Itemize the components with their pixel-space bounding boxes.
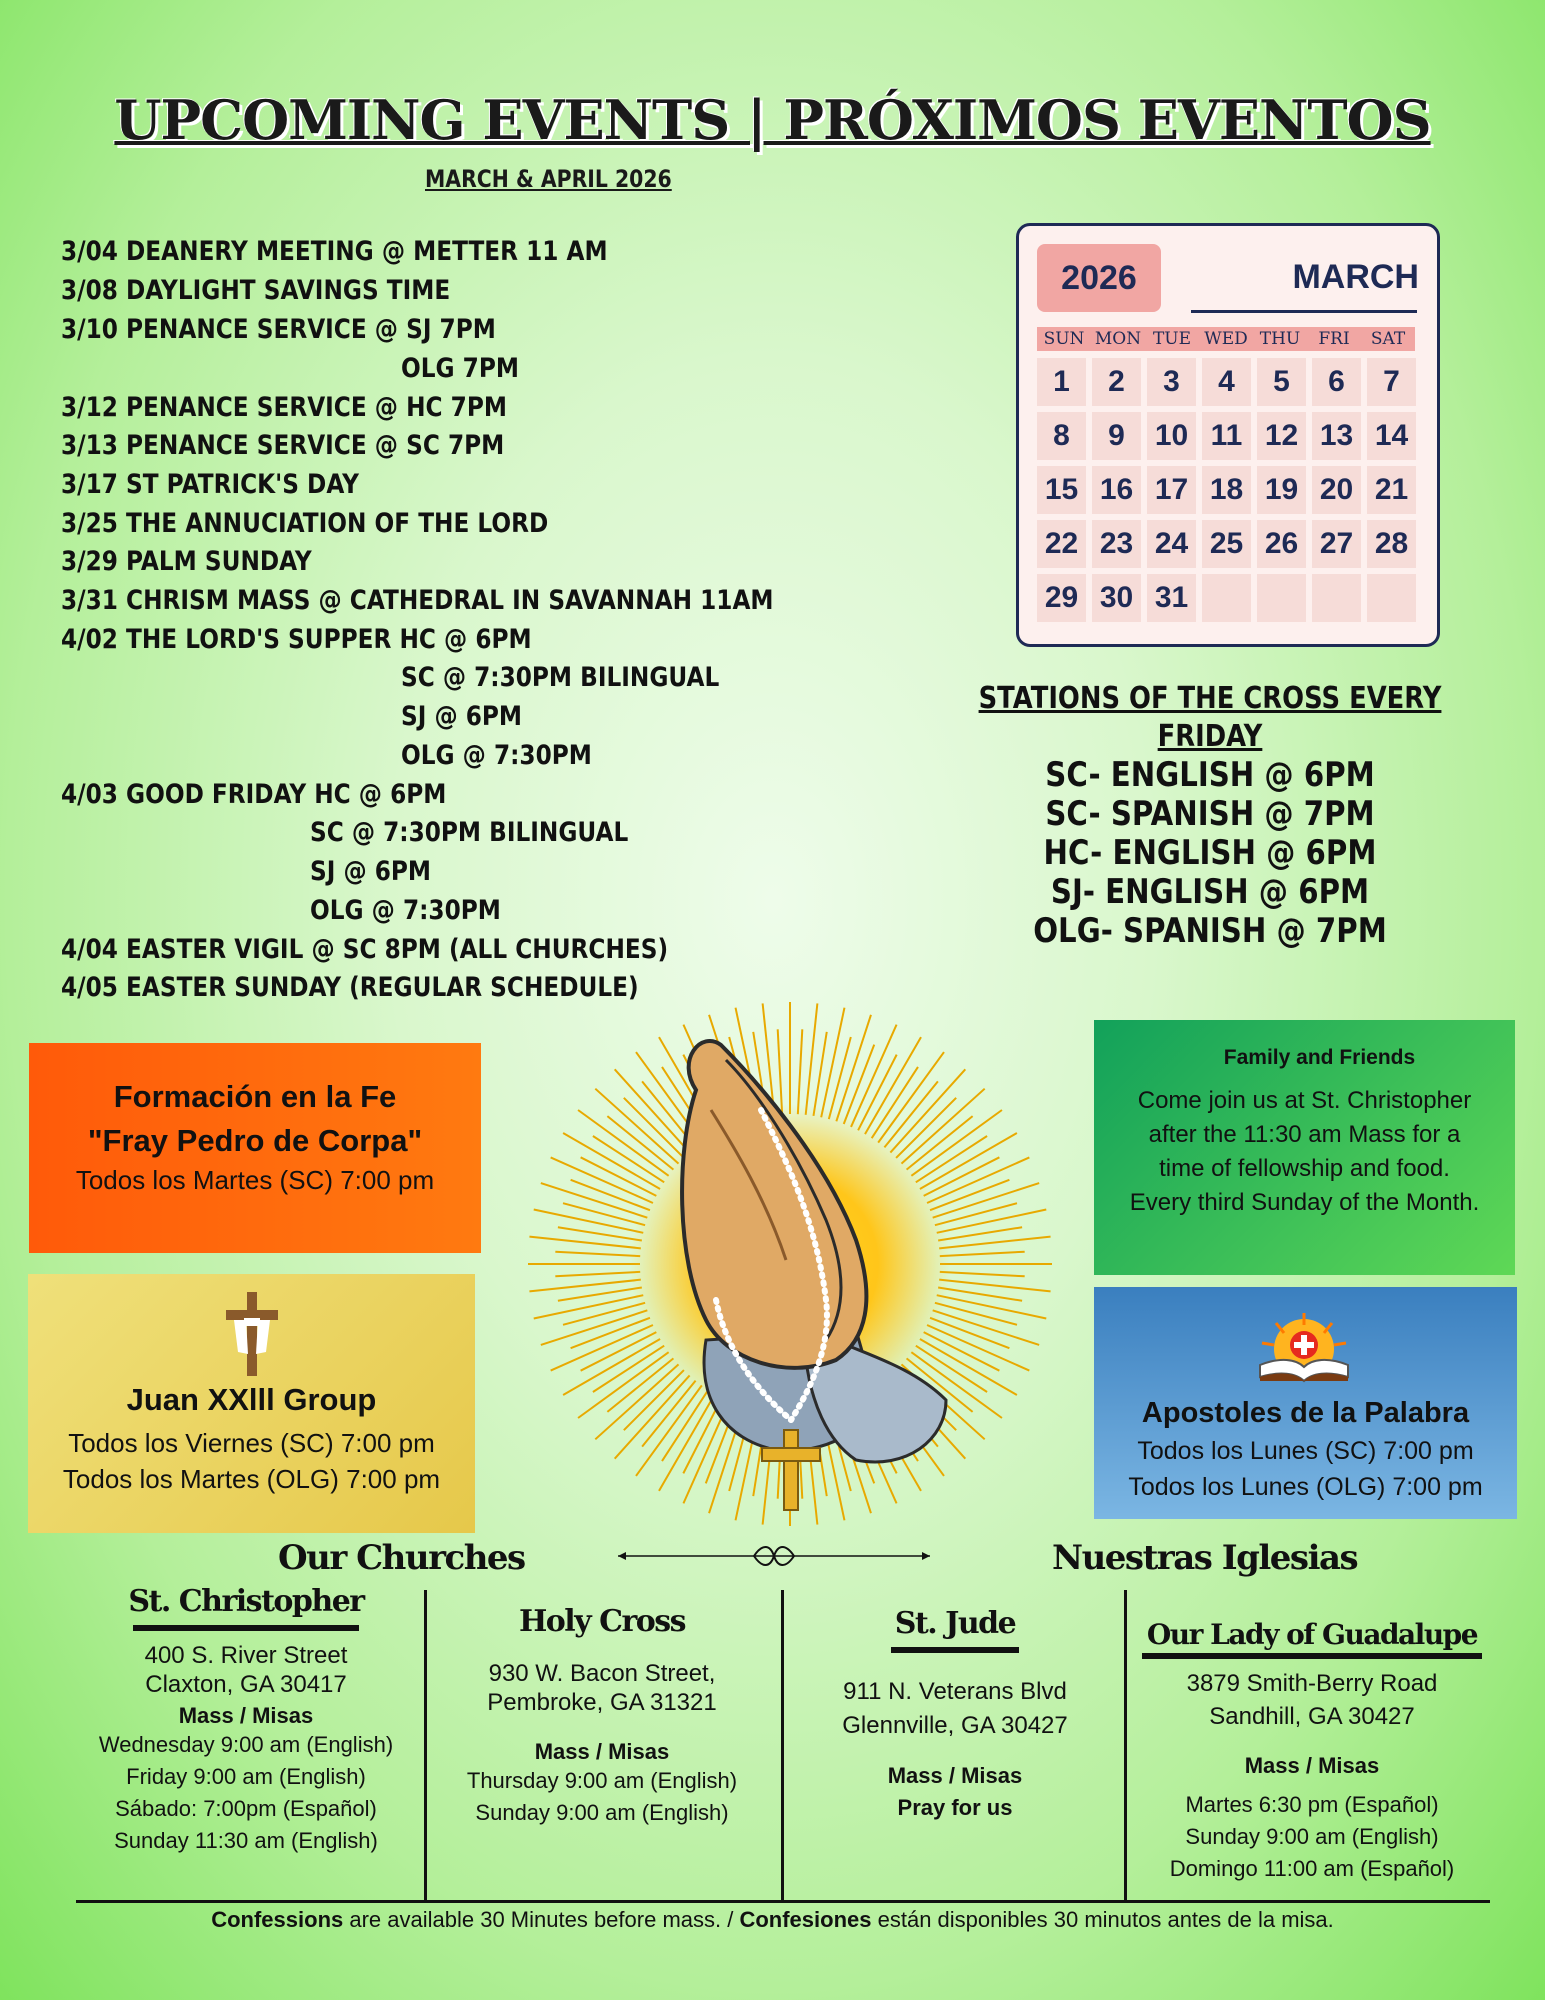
church-st-christopher [76,1584,416,1857]
calendar-day: 27 [1312,520,1361,568]
sun-ray [662,1390,708,1461]
calendar-divider [1191,310,1417,313]
family-title: Family and Friends [1223,1046,1416,1069]
nuestras-iglesias-heading: Nuestras Iglesias [1052,1538,1358,1578]
ornament-divider-icon [614,1544,934,1568]
church-name: Holy Cross [518,1604,686,1639]
sun-ray [555,1252,640,1256]
calendar-empty-day [1367,574,1416,622]
family-line: Every third Sunday of the Month. [1129,1189,1480,1216]
mass-time: Wednesday 9:00 am (English) [98,1732,394,1757]
mass-time: Friday 9:00 am (English) [126,1764,366,1789]
calendar-day: 29 [1037,574,1086,622]
calendar-day: 26 [1257,520,1306,568]
page-title: UPCOMING EVENTS | PRÓXIMOS EVENTOS [114,88,1431,152]
calendar-day: 17 [1147,466,1196,514]
event-item: 3/17 ST PATRICK'S DAY [61,469,359,500]
confesiones-text: están disponibles 30 minutos antes de la misa. [871,1907,1334,1932]
calendar-day: 14 [1367,412,1416,460]
event-item: SC @ 7:30PM BILINGUAL [310,817,629,848]
calendar-empty-day [1202,574,1251,622]
calendar-day: 21 [1367,466,1416,514]
family-line: Come join us at St. Christopher [1137,1087,1472,1114]
sun-ray [865,1037,921,1134]
apostoles-schedule: Todos los Lunes (OLG) 7:00 pm [1128,1473,1483,1501]
weekday: TUE [1152,329,1192,349]
event-item: 3/31 CHRISM MASS @ CATHEDRAL IN SAVANNAH 11AM [61,585,774,616]
apostoles-box [1094,1287,1517,1519]
event-item: SJ @ 6PM [401,701,523,732]
family-text [1094,1084,1515,1220]
cross-icon [224,1292,280,1376]
column-divider [1124,1590,1127,1900]
mass-time: Pray for us [897,1795,1013,1820]
calendar-day: 31 [1147,574,1196,622]
stations-title: STATIONS OF THE CROSS EVERY FRIDAY [978,681,1442,754]
calendar-month: MARCH [1292,258,1419,296]
event-item: 3/13 PENANCE SERVICE @ SC 7PM [61,430,505,461]
sun-ray [798,1029,802,1114]
church-address: 3879 Smith-Berry Road [1186,1670,1438,1697]
mass-time: Domingo 11:00 am (Español) [1169,1856,1455,1881]
sun-ray [778,1029,782,1114]
apostoles-title: Apostoles de la Palabra [1141,1397,1470,1429]
stations-line: SC- SPANISH @ 7PM [1045,794,1375,834]
confesiones-label: Confesiones [739,1907,872,1932]
formacion-box [29,1043,481,1253]
church-name-rule [891,1647,1019,1653]
event-item: 4/04 EASTER VIGIL @ SC 8PM (ALL CHURCHES) [61,934,669,965]
weekday: FRI [1318,329,1350,349]
juan-xxiii-box [28,1274,475,1533]
stations-line: OLG- SPANISH @ 7PM [1033,911,1387,951]
church-st-jude [790,1606,1120,1821]
mass-time: Sunday 11:30 am (English) [114,1828,378,1853]
calendar-day: 24 [1147,520,1196,568]
mass-heading: Mass / Misas [1244,1753,1380,1778]
formacion-title: Formación en la Fe [113,1079,397,1114]
event-item: OLG @ 7:30PM [310,895,501,926]
calendar-day: 23 [1092,520,1141,568]
praying-hands-icon [526,1000,1054,1528]
sun-ray [563,1303,645,1325]
calendar-day: 16 [1092,466,1141,514]
calendar-day: 28 [1367,520,1416,568]
juan-schedule: Todos los Martes (OLG) 7:00 pm [62,1464,441,1494]
mass-time: Martes 6:30 pm (Español) [1185,1792,1439,1817]
apostoles-schedule: Todos los Lunes (SC) 7:00 pm [1137,1437,1474,1465]
calendar-day: 7 [1367,358,1416,406]
sun-ray [563,1339,660,1395]
mass-time: Sunday 9:00 am (English) [475,1800,729,1825]
calendar [1016,223,1440,647]
church-name-rule [1142,1653,1482,1659]
juan-schedule: Todos los Viernes (SC) 7:00 pm [68,1428,435,1458]
calendar-day: 8 [1037,412,1086,460]
church-address: Pembroke, GA 31321 [487,1689,717,1716]
mass-heading: Mass / Misas [887,1763,1023,1788]
event-item: 4/03 GOOD FRIDAY HC @ 6PM [61,779,447,810]
church-address: 911 N. Veterans Blvd [843,1678,1067,1705]
calendar-empty-day [1257,574,1306,622]
bible-icon [1256,1313,1352,1385]
event-item: 3/12 PENANCE SERVICE @ HC 7PM [61,392,507,423]
stations-of-the-cross [940,680,1480,951]
confessions-text: are available 30 Minutes before mass. / [343,1907,740,1932]
juan-title: Juan XXlll Group [126,1382,377,1417]
calendar-empty-day [1312,574,1361,622]
calendar-day: 9 [1092,412,1141,460]
calendar-day: 10 [1147,412,1196,460]
calendar-day: 20 [1312,466,1361,514]
calendar-day: 11 [1202,412,1251,460]
weekday: THU [1259,329,1301,349]
church-address: 930 W. Bacon Street, [488,1660,716,1687]
calendar-day: 2 [1092,358,1141,406]
our-churches-heading: Our Churches [278,1538,525,1578]
sun-ray [872,1067,918,1138]
sun-ray [940,1252,1025,1256]
church-name-rule [133,1625,359,1631]
event-item: OLG 7PM [401,353,519,384]
confessions-label: Confessions [211,1907,344,1932]
calendar-day: 18 [1202,466,1251,514]
church-address: Glennville, GA 30427 [842,1712,1068,1739]
event-item: 3/10 PENANCE SERVICE @ SJ 7PM [61,314,496,345]
page-subtitle: MARCH & APRIL 2026 [425,165,672,193]
event-item: SC @ 7:30PM BILINGUAL [401,662,720,693]
sun-ray [563,1203,645,1225]
column-divider [781,1590,784,1900]
calendar-day: 3 [1147,358,1196,406]
mass-time: Sunday 9:00 am (English) [1185,1824,1439,1849]
family-line: after the 11:30 am Mass for a [1148,1121,1461,1148]
church-holy-cross [432,1604,772,1829]
stations-line: SC- ENGLISH @ 6PM [1045,755,1375,795]
sun-ray [920,1339,1017,1395]
calendar-year: 2026 [1037,244,1161,312]
event-item: SJ @ 6PM [310,856,432,887]
family-friends-box [1094,1020,1515,1275]
mass-time: Thursday 9:00 am (English) [466,1768,738,1793]
weekday: WED [1204,329,1248,349]
event-item: 3/25 THE ANNUCIATION OF THE LORD [61,508,549,539]
calendar-day: 25 [1202,520,1251,568]
calendar-day: 13 [1312,412,1361,460]
sun-ray [563,1133,660,1189]
weekday: SAT [1370,329,1406,349]
calendar-day: 6 [1312,358,1361,406]
stations-line: HC- ENGLISH @ 6PM [1043,833,1377,873]
event-item: OLG @ 7:30PM [401,740,592,771]
formacion-subtitle: "Fray Pedro de Corpa" [87,1123,423,1158]
church-our-lady-of-guadalupe [1132,1618,1492,1885]
mass-heading: Mass / Misas [534,1739,670,1764]
sun-ray [916,1136,987,1182]
event-item: 3/08 DAYLIGHT SAVINGS TIME [61,275,451,306]
mass-time: Sábado: 7:00pm (Español) [115,1796,377,1821]
calendar-day: 1 [1037,358,1086,406]
event-item: 3/29 PALM SUNDAY [61,546,312,577]
sun-ray [940,1272,1025,1276]
sun-ray [935,1203,1017,1225]
footer-rule [76,1900,1490,1903]
event-item: 4/02 THE LORD'S SUPPER HC @ 6PM [61,624,532,655]
calendar-day: 19 [1257,466,1306,514]
sun-ray [829,1037,851,1119]
church-name: St. Jude [894,1606,1016,1641]
weekday: SUN [1043,329,1085,349]
church-name: St. Christopher [128,1584,364,1619]
event-item: 3/04 DEANERY MEETING @ METTER 11 AM [61,236,608,267]
calendar-day: 15 [1037,466,1086,514]
church-address: 400 S. River Street [144,1642,348,1669]
calendar-grid [1037,358,1419,622]
sun-ray [659,1394,715,1491]
mass-heading: Mass / Misas [178,1703,314,1728]
calendar-day: 22 [1037,520,1086,568]
church-address: Claxton, GA 30417 [145,1671,347,1698]
sun-ray [555,1272,640,1276]
church-address: Sandhill, GA 30427 [1209,1703,1415,1730]
family-line: time of fellowship and food. [1159,1155,1450,1182]
calendar-day: 4 [1202,358,1251,406]
sun-ray [593,1346,664,1392]
calendar-day: 5 [1257,358,1306,406]
event-item: 4/05 EASTER SUNDAY (REGULAR SCHEDULE) [61,972,639,1003]
sun-ray [593,1136,664,1182]
church-name: Our Lady of Guadalupe [1146,1618,1478,1651]
calendar-day: 12 [1257,412,1306,460]
formacion-schedule: Todos los Martes (SC) 7:00 pm [75,1165,435,1195]
stations-line: SJ- ENGLISH @ 6PM [1050,872,1370,912]
column-divider [424,1590,427,1900]
sun-ray [920,1133,1017,1189]
calendar-weekdays [1037,327,1415,351]
confessions-note [0,1907,1545,1933]
weekday: MON [1094,329,1142,349]
calendar-day: 30 [1092,574,1141,622]
sun-ray [935,1303,1017,1325]
